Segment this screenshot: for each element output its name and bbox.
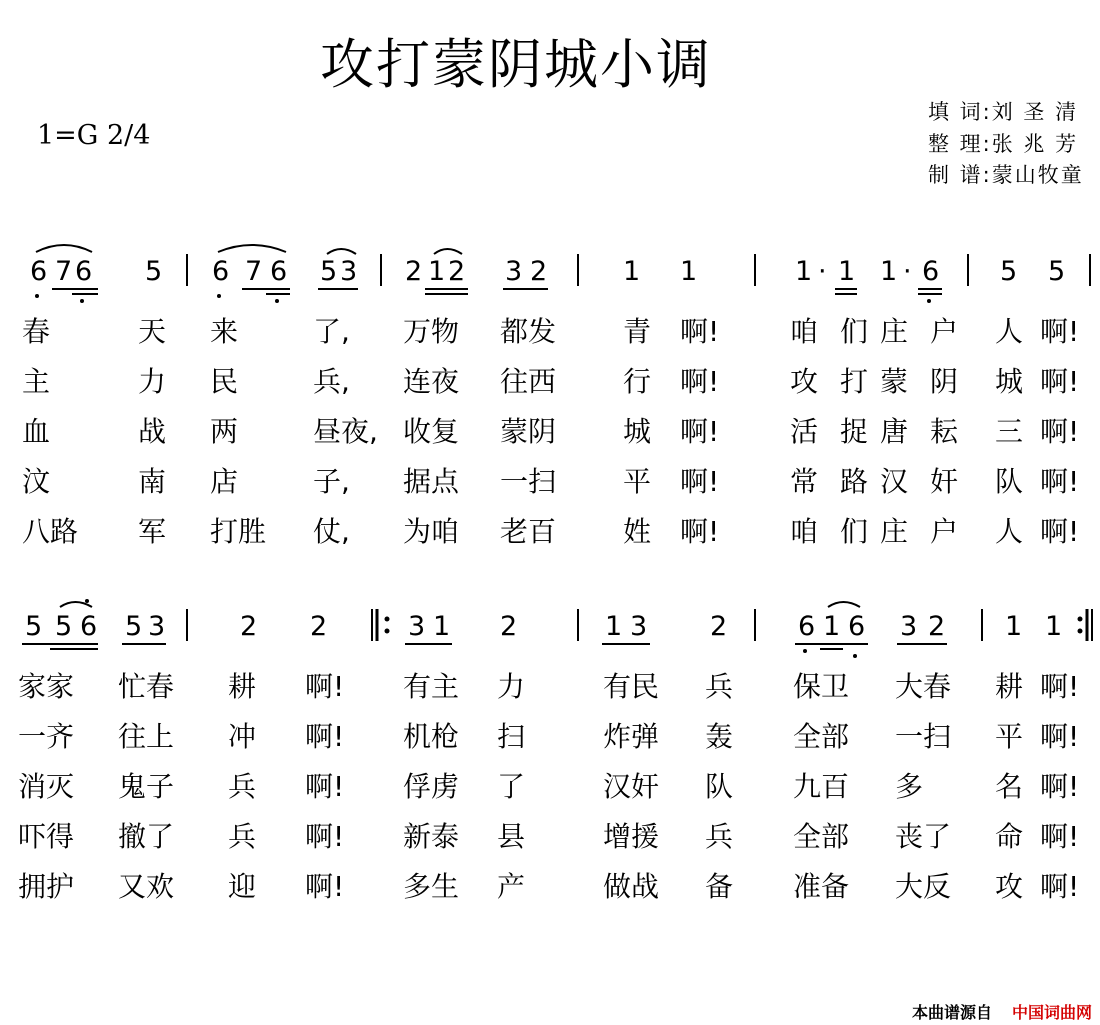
lyric-syllable: 人 (995, 315, 1024, 348)
lyric-syllable: 民 (210, 365, 239, 398)
lyric-syllable: 攻 (995, 870, 1024, 903)
lyric-syllable: 连夜 (403, 365, 460, 398)
lyric-syllable: 春 (22, 315, 51, 348)
lyric-syllable: 队 (995, 465, 1024, 498)
lyric-syllable: 命 (995, 820, 1024, 853)
jianpu-note: 1 (1045, 611, 1063, 642)
jianpu-note: 1 (838, 256, 856, 287)
lyric-syllable: 俘虏 (403, 770, 460, 803)
lyric-syllable: 拥护 (18, 870, 75, 903)
lyric-syllable: 了 (497, 770, 526, 803)
lyric-syllable: 啊! (680, 415, 720, 448)
jianpu-note: 3 (505, 256, 523, 287)
jianpu-note: 7 (245, 256, 263, 287)
lyric-syllable: 蒙 (880, 365, 909, 398)
lyric-syllable: 啊! (1040, 465, 1080, 498)
lyric-syllable: 啊! (305, 820, 345, 853)
jianpu-note: 1 (623, 256, 641, 287)
lyric-syllable: 庄 (880, 315, 909, 348)
lyric-syllable: 啊! (1040, 770, 1080, 803)
lyric-syllable: 打 (840, 365, 869, 398)
lyric-syllable: 啊! (1040, 515, 1080, 548)
lyric-syllable: 万物 (403, 315, 460, 348)
lyric-syllable: 户 (930, 515, 959, 548)
jianpu-note: 5 (145, 256, 163, 287)
lyric-syllable: 做战 (603, 870, 660, 903)
lyric-syllable: 冲 (228, 720, 257, 753)
lyric-syllable: 往西 (500, 365, 557, 398)
jianpu-note: 3 (148, 611, 166, 642)
jianpu-note: 2 (310, 611, 328, 642)
lyric-syllable: 啊! (1040, 670, 1080, 703)
lyric-syllable: 忙春 (118, 670, 175, 703)
lyric-syllable: 路 (840, 465, 869, 498)
lyric-syllable: 家家 (18, 670, 75, 703)
lyric-syllable: 城 (995, 365, 1024, 398)
lyric-syllable: 鬼子 (118, 770, 175, 803)
source-site: 中国词曲网 (1012, 1003, 1093, 1022)
lyric-syllable: 啊! (305, 770, 345, 803)
lyric-syllable: 庄 (880, 515, 909, 548)
lyric-syllable: 仗, (313, 515, 350, 548)
lyric-syllable: 多 (895, 770, 924, 803)
lyric-syllable: 为咱 (403, 515, 460, 548)
lyric-syllable: 青 (623, 315, 652, 348)
lyric-syllable: 兵 (705, 820, 734, 853)
jianpu-note: 2 (530, 256, 548, 287)
jianpu-note: 6 (212, 256, 230, 287)
lyric-syllable: 老百 (500, 515, 557, 548)
lyric-syllable: 啊! (680, 465, 720, 498)
lyric-syllable: 据点 (403, 465, 460, 498)
lyric-syllable: 炸弹 (603, 720, 660, 753)
lyric-syllable: 奸 (930, 465, 959, 498)
lyric-syllable: 攻 (790, 365, 819, 398)
lyric-syllable: 姓 (623, 515, 652, 548)
jianpu-note: 1 (605, 611, 623, 642)
lyric-syllable: 兵 (705, 670, 734, 703)
lyric-syllable: 南 (138, 465, 167, 498)
lyric-syllable: 啊! (1040, 315, 1080, 348)
lyric-syllable: 户 (930, 315, 959, 348)
lyric-syllable: 备 (705, 870, 734, 903)
lyric-syllable: 迎 (228, 870, 257, 903)
lyric-syllable: 耕 (995, 670, 1024, 703)
lyric-syllable: 八路 (22, 515, 79, 548)
lyric-syllable: 啊! (305, 720, 345, 753)
lyric-syllable: 有主 (403, 670, 460, 703)
jianpu-note: 1 (795, 256, 813, 287)
lyric-syllable: 咱 (790, 515, 819, 548)
lyric-syllable: 兵, (313, 365, 350, 398)
lyric-syllable: 队 (705, 770, 734, 803)
lyric-syllable: 力 (497, 670, 526, 703)
lyric-syllable: 们 (840, 515, 869, 548)
lyric-syllable: 来 (210, 315, 239, 348)
lyric-syllable: 消灭 (18, 770, 75, 803)
lyric-syllable: 机枪 (403, 720, 460, 753)
source-label: 本曲谱源自 (912, 1003, 993, 1022)
lyric-syllable: 城 (623, 415, 652, 448)
lyric-syllable: 汉 (880, 465, 909, 498)
lyric-syllable: 啊! (680, 515, 720, 548)
lyric-syllable: 准备 (793, 870, 850, 903)
jianpu-note: 3 (630, 611, 648, 642)
jianpu-note: 2 (240, 611, 258, 642)
lyric-syllable: 捉 (840, 415, 869, 448)
lyric-syllable: 啊! (305, 870, 345, 903)
jianpu-note: 5 (125, 611, 143, 642)
lyric-syllable: 唐 (880, 415, 909, 448)
lyric-syllable: 主 (22, 365, 51, 398)
credit-arranger: 整 理:张 兆 芳 (928, 132, 1079, 156)
jianpu-note: 6 (80, 611, 98, 642)
jianpu-note: 2 (405, 256, 423, 287)
lyric-syllable: 打胜 (210, 515, 267, 548)
lyric-syllable: 大反 (895, 870, 952, 903)
jianpu-note: 6 (270, 256, 288, 287)
jianpu-note: · (903, 256, 912, 287)
jianpu-note: 6 (798, 611, 816, 642)
lyric-syllable: 丧了 (895, 820, 952, 853)
lyric-syllable: 蒙阴 (500, 415, 557, 448)
lyric-syllable: 啊! (1040, 365, 1080, 398)
jianpu-note: 6 (30, 256, 48, 287)
lyric-syllable: 子, (313, 465, 350, 498)
lyric-syllable: 阴 (930, 365, 959, 398)
lyric-syllable: 行 (623, 365, 652, 398)
lyric-syllable: 多生 (403, 870, 460, 903)
lyric-syllable: 战 (138, 415, 167, 448)
credit-notation: 制 谱:蒙山牧童 (928, 163, 1084, 187)
lyric-syllable: 九百 (793, 770, 850, 803)
lyric-syllable: 啊! (1040, 820, 1080, 853)
lyric-syllable: 全部 (793, 720, 850, 753)
jianpu-note: 2 (448, 256, 466, 287)
lyric-syllable: 常 (790, 465, 819, 498)
jianpu-note: · (818, 256, 827, 287)
lyric-syllable: 军 (138, 515, 167, 548)
lyric-syllable: 啊! (305, 670, 345, 703)
lyric-syllable: 汶 (22, 465, 51, 498)
jianpu-note: 2 (928, 611, 946, 642)
jianpu-note: 7 (55, 256, 73, 287)
song-title: 攻打蒙阴城小调 (320, 33, 712, 96)
lyric-syllable: 耕 (228, 670, 257, 703)
lyric-syllable: 新泰 (403, 820, 460, 853)
lyric-syllable: 血 (22, 415, 51, 448)
jianpu-note: 5 (1048, 256, 1066, 287)
jianpu-note: 3 (408, 611, 426, 642)
lyric-syllable: 啊! (680, 315, 720, 348)
lyric-syllable: 往上 (118, 720, 175, 753)
lyric-syllable: 咱 (790, 315, 819, 348)
lyric-syllable: 都发 (500, 315, 557, 348)
lyric-syllable: 天 (138, 315, 167, 348)
lyric-syllable: 啊! (1040, 870, 1080, 903)
lyric-syllable: 了, (313, 315, 350, 348)
jianpu-note: 5 (55, 611, 73, 642)
jianpu-note: 1 (433, 611, 451, 642)
lyric-syllable: 活 (790, 415, 819, 448)
lyric-syllable: 耘 (930, 415, 959, 448)
lyric-syllable: 啊! (1040, 720, 1080, 753)
jianpu-note: 1 (880, 256, 898, 287)
lyric-syllable: 收复 (403, 415, 460, 448)
lyric-syllable: 汉奸 (603, 770, 660, 803)
jianpu-note: 6 (75, 256, 93, 287)
lyric-syllable: 啊! (1040, 415, 1080, 448)
jianpu-note: 5 (25, 611, 43, 642)
jianpu-note: 2 (500, 611, 518, 642)
lyric-syllable: 吓得 (18, 820, 75, 853)
jianpu-note: 3 (340, 256, 358, 287)
jianpu-note: 2 (710, 611, 728, 642)
lyric-syllable: 三 (995, 415, 1024, 448)
jianpu-note: 3 (900, 611, 918, 642)
jianpu-note: 1 (680, 256, 698, 287)
lyric-syllable: 兵 (228, 820, 257, 853)
lyric-syllable: 一扫 (895, 720, 952, 753)
lyric-syllable: 兵 (228, 770, 257, 803)
lyric-syllable: 名 (995, 770, 1024, 803)
lyric-syllable: 增援 (603, 820, 660, 853)
lyric-syllable: 县 (497, 820, 526, 853)
jianpu-note: 6 (922, 256, 940, 287)
lyric-syllable: 昼夜, (313, 415, 378, 448)
lyric-syllable: 一齐 (18, 720, 75, 753)
key-signature: 1=G 2/4 (37, 120, 151, 151)
lyric-syllable: 力 (138, 365, 167, 398)
lyric-syllable: 产 (497, 870, 526, 903)
lyric-syllable: 有民 (603, 670, 660, 703)
jianpu-note: 1 (428, 256, 446, 287)
notation-line-2 (0, 595, 1100, 675)
lyric-syllable: 啊! (680, 365, 720, 398)
lyric-syllable: 们 (840, 315, 869, 348)
lyric-syllable: 一扫 (500, 465, 557, 498)
lyric-syllable: 店 (210, 465, 239, 498)
notation-line-1 (0, 240, 1100, 320)
lyric-syllable: 轰 (705, 720, 734, 753)
lyric-syllable: 保卫 (793, 670, 850, 703)
lyric-syllable: 撤了 (118, 820, 175, 853)
jianpu-note: 5 (320, 256, 338, 287)
lyric-syllable: 大春 (895, 670, 952, 703)
jianpu-note: 1 (1005, 611, 1023, 642)
credit-lyricist: 填 词:刘 圣 清 (928, 100, 1079, 124)
lyric-syllable: 两 (210, 415, 239, 448)
lyric-syllable: 全部 (793, 820, 850, 853)
lyric-syllable: 又欢 (118, 870, 175, 903)
jianpu-note: 6 (848, 611, 866, 642)
jianpu-note: 1 (823, 611, 841, 642)
lyric-syllable: 平 (995, 720, 1024, 753)
lyric-syllable: 平 (623, 465, 652, 498)
lyric-syllable: 人 (995, 515, 1024, 548)
lyric-syllable: 扫 (497, 720, 526, 753)
jianpu-note: 5 (1000, 256, 1018, 287)
